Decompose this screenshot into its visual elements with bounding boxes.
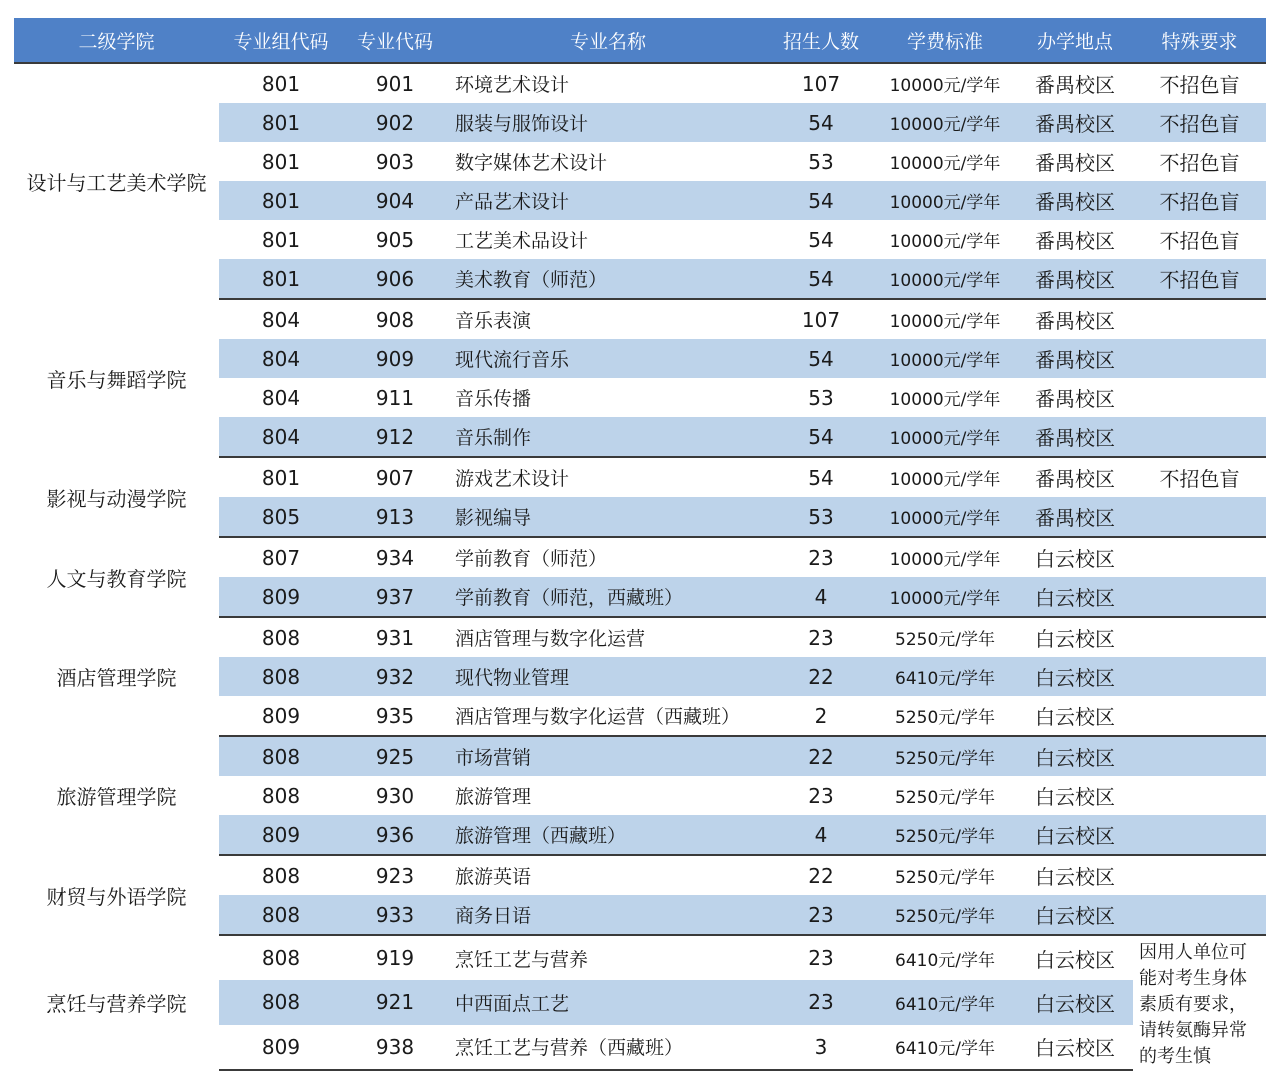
special-requirement-cell <box>1133 895 1266 935</box>
special-requirement-cell: 不招色盲 <box>1159 467 1240 491</box>
campus-cell: 番禺校区 <box>1017 103 1133 142</box>
campus-cell: 白云校区 <box>1035 627 1115 651</box>
major-name-cell: 环境艺术设计 <box>455 74 570 96</box>
group-code-cell: 808 <box>219 736 343 776</box>
campus-cell: 番禺校区 <box>1035 73 1115 97</box>
major-code-cell: 913 <box>343 497 447 537</box>
enrollment-count-cell: 22 <box>769 736 873 776</box>
special-requirement-cell: 不招色盲 <box>1159 73 1240 97</box>
group-code-cell: 804 <box>261 307 301 332</box>
major-name-cell: 现代物业管理 <box>447 657 769 696</box>
college-name-cell: 烹饪与营养学院 <box>14 935 219 1070</box>
major-code-cell: 923 <box>375 863 415 888</box>
enrollment-count-cell: 23 <box>808 545 834 570</box>
major-code-cell: 905 <box>375 227 415 252</box>
tuition-cell: 5250元/学年 <box>895 868 995 888</box>
header-major-code: 专业代码 <box>343 18 447 63</box>
tuition-cell: 5250元/学年 <box>873 815 1017 855</box>
enrollment-table-container <box>14 18 1266 1071</box>
major-name-cell: 市场营销 <box>447 736 769 776</box>
table-row <box>14 299 1266 339</box>
major-code-cell: 903 <box>375 149 415 174</box>
tuition-cell: 10000元/学年 <box>873 577 1017 617</box>
special-requirement-cell <box>1133 815 1266 855</box>
enrollment-count-cell: 23 <box>808 625 834 650</box>
tuition-cell: 10000元/学年 <box>889 232 1001 252</box>
campus-cell: 白云校区 <box>1035 947 1115 972</box>
major-name-cell: 商务日语 <box>447 895 769 935</box>
tuition-cell: 5250元/学年 <box>873 895 1017 935</box>
major-name-cell: 旅游管理（西藏班） <box>447 815 769 855</box>
campus-cell: 番禺校区 <box>1035 467 1115 491</box>
table-row <box>14 935 1266 980</box>
tuition-cell: 5250元/学年 <box>873 696 1017 736</box>
college-name-cell: 酒店管理学院 <box>14 617 219 736</box>
tuition-cell: 10000元/学年 <box>889 550 1001 570</box>
header-major-name: 专业名称 <box>447 18 769 63</box>
major-code-cell: 933 <box>343 895 447 935</box>
major-name-cell: 美术教育（师范） <box>447 259 769 299</box>
tuition-cell: 10000元/学年 <box>889 312 1001 332</box>
group-code-cell: 808 <box>219 895 343 935</box>
enrollment-count-cell: 54 <box>769 339 873 378</box>
major-code-cell: 909 <box>343 339 447 378</box>
major-code-cell: 904 <box>343 181 447 220</box>
group-code-cell: 808 <box>261 783 301 808</box>
enrollment-count-cell: 107 <box>801 307 841 332</box>
major-code-cell: 934 <box>375 545 415 570</box>
tuition-cell: 5250元/学年 <box>873 736 1017 776</box>
group-code-cell: 809 <box>219 577 343 617</box>
major-name-cell: 音乐表演 <box>455 310 532 332</box>
enrollment-count-cell: 53 <box>769 497 873 537</box>
major-code-cell: 908 <box>375 307 415 332</box>
major-code-cell: 919 <box>375 946 415 971</box>
enrollment-count-cell: 22 <box>769 657 873 696</box>
major-name-cell: 数字媒体艺术设计 <box>455 152 608 174</box>
major-name-cell: 学前教育（师范，西藏班） <box>447 577 769 617</box>
tuition-cell: 10000元/学年 <box>873 417 1017 457</box>
major-name-cell: 影视编导 <box>447 497 769 537</box>
major-name-cell: 产品艺术设计 <box>447 181 769 220</box>
header-college: 二级学院 <box>14 18 219 63</box>
campus-cell: 番禺校区 <box>1017 497 1133 537</box>
special-requirement-cell <box>1133 417 1266 457</box>
group-code-cell: 804 <box>219 417 343 457</box>
college-name-cell: 设计与工艺美术学院 <box>14 63 219 299</box>
major-name-cell: 音乐制作 <box>447 417 769 457</box>
major-code-cell: 902 <box>343 103 447 142</box>
campus-cell: 白云校区 <box>1017 696 1133 736</box>
group-code-cell: 808 <box>261 946 301 971</box>
table-row <box>14 617 1266 657</box>
tuition-cell: 6410元/学年 <box>895 950 995 971</box>
campus-cell: 白云校区 <box>1035 865 1115 889</box>
major-code-cell: 901 <box>375 71 415 96</box>
tuition-cell: 6410元/学年 <box>873 980 1017 1024</box>
major-code-cell: 911 <box>375 385 415 410</box>
tuition-cell: 10000元/学年 <box>889 154 1001 174</box>
campus-cell: 白云校区 <box>1017 1025 1133 1070</box>
campus-cell: 白云校区 <box>1017 980 1133 1024</box>
major-name-cell: 烹饪工艺与营养 <box>455 948 589 971</box>
major-name-cell: 中西面点工艺 <box>447 980 769 1024</box>
major-code-cell: 937 <box>343 577 447 617</box>
enrollment-count-cell: 54 <box>769 417 873 457</box>
special-requirement-cell: 不招色盲 <box>1159 151 1240 175</box>
group-code-cell: 804 <box>219 339 343 378</box>
major-code-cell: 936 <box>343 815 447 855</box>
major-code-cell: 930 <box>375 783 415 808</box>
special-requirement-cell: 不招色盲 <box>1133 259 1266 299</box>
tuition-cell: 10000元/学年 <box>873 259 1017 299</box>
major-name-cell: 旅游英语 <box>455 866 532 888</box>
tuition-cell: 10000元/学年 <box>873 339 1017 378</box>
special-requirement-cell <box>1133 776 1266 815</box>
enrollment-count-cell: 107 <box>801 71 841 96</box>
table-row <box>14 855 1266 895</box>
table-row <box>14 63 1266 103</box>
table-body <box>14 63 1266 1070</box>
campus-cell: 番禺校区 <box>1035 387 1115 411</box>
enrollment-count-cell: 53 <box>808 385 834 410</box>
special-requirement-cell <box>1133 299 1266 339</box>
major-code-cell: 932 <box>343 657 447 696</box>
enrollment-count-cell: 54 <box>808 227 834 252</box>
major-code-cell: 931 <box>375 625 415 650</box>
group-code-cell: 808 <box>219 980 343 1024</box>
special-requirement-cell <box>1133 577 1266 617</box>
college-name-cell: 旅游管理学院 <box>14 736 219 855</box>
enrollment-count-cell: 54 <box>769 181 873 220</box>
major-name-cell: 酒店管理与数字化运营 <box>455 628 646 650</box>
group-code-cell: 801 <box>219 181 343 220</box>
group-code-cell: 807 <box>261 545 301 570</box>
campus-cell: 番禺校区 <box>1035 151 1115 175</box>
enrollment-count-cell: 23 <box>769 895 873 935</box>
special-requirement-cell: 不招色盲 <box>1159 229 1240 253</box>
enrollment-count-cell: 2 <box>769 696 873 736</box>
major-code-cell: 906 <box>343 259 447 299</box>
special-requirement-cell <box>1133 736 1266 776</box>
campus-cell: 白云校区 <box>1017 815 1133 855</box>
major-name-cell: 工艺美术品设计 <box>455 230 589 252</box>
tuition-cell: 6410元/学年 <box>873 1025 1017 1070</box>
tuition-cell: 10000元/学年 <box>873 103 1017 142</box>
college-name-cell: 人文与教育学院 <box>14 537 219 617</box>
major-name-cell: 音乐传播 <box>455 388 532 410</box>
header-requirement: 特殊要求 <box>1133 18 1266 63</box>
major-name-cell: 游戏艺术设计 <box>455 468 570 490</box>
tuition-cell: 10000元/学年 <box>889 470 1001 490</box>
major-code-cell: 907 <box>375 465 415 490</box>
group-code-cell: 808 <box>261 625 301 650</box>
group-code-cell: 808 <box>261 863 301 888</box>
header-enrollment: 招生人数 <box>769 18 873 63</box>
special-requirement-cell <box>1133 657 1266 696</box>
major-code-cell: 921 <box>343 980 447 1024</box>
major-name-cell: 酒店管理与数字化运营（西藏班） <box>447 696 769 736</box>
enrollment-count-cell: 23 <box>808 783 834 808</box>
group-code-cell: 805 <box>219 497 343 537</box>
campus-cell: 白云校区 <box>1017 577 1133 617</box>
enrollment-count-cell: 23 <box>808 946 834 971</box>
group-code-cell: 808 <box>219 657 343 696</box>
tuition-cell: 10000元/学年 <box>873 181 1017 220</box>
enrollment-count-cell: 53 <box>808 149 834 174</box>
header-campus: 办学地点 <box>1017 18 1133 63</box>
special-requirement-cell <box>1133 855 1266 895</box>
enrollment-count-cell: 3 <box>769 1025 873 1070</box>
enrollment-count-cell: 54 <box>769 103 873 142</box>
tuition-cell: 10000元/学年 <box>889 76 1001 96</box>
group-code-cell: 801 <box>219 103 343 142</box>
tuition-cell: 10000元/学年 <box>873 497 1017 537</box>
group-code-cell: 801 <box>261 149 301 174</box>
table-row <box>14 736 1266 776</box>
group-code-cell: 809 <box>219 1025 343 1070</box>
group-code-cell: 809 <box>219 696 343 736</box>
header-tuition: 学费标准 <box>873 18 1017 63</box>
campus-cell: 白云校区 <box>1035 547 1115 571</box>
campus-cell: 白云校区 <box>1035 785 1115 809</box>
major-code-cell: 925 <box>343 736 447 776</box>
tuition-cell: 5250元/学年 <box>895 788 995 808</box>
campus-cell: 番禺校区 <box>1017 181 1133 220</box>
campus-cell: 白云校区 <box>1017 736 1133 776</box>
group-code-cell: 809 <box>219 815 343 855</box>
special-requirement-note: 因用人单位可能对考生身体素质有要求，请转氨酶异常的考生慎 <box>1133 935 1266 1070</box>
tuition-cell: 5250元/学年 <box>895 630 995 650</box>
group-code-cell: 801 <box>261 465 301 490</box>
special-requirement-cell <box>1133 617 1266 657</box>
special-requirement-cell <box>1133 537 1266 577</box>
table-row <box>14 457 1266 497</box>
major-name-cell: 烹饪工艺与营养（西藏班） <box>447 1025 769 1070</box>
special-requirement-cell <box>1133 378 1266 417</box>
major-name-cell: 现代流行音乐 <box>447 339 769 378</box>
major-code-cell: 912 <box>343 417 447 457</box>
table-row <box>14 537 1266 577</box>
major-code-cell: 938 <box>343 1025 447 1070</box>
enrollment-count-cell: 54 <box>769 259 873 299</box>
enrollment-count-cell: 4 <box>769 577 873 617</box>
enrollment-count-cell: 4 <box>769 815 873 855</box>
campus-cell: 番禺校区 <box>1035 309 1115 333</box>
college-name-cell: 影视与动漫学院 <box>14 457 219 537</box>
campus-cell: 番禺校区 <box>1017 259 1133 299</box>
campus-cell: 番禺校区 <box>1035 229 1115 253</box>
group-code-cell: 801 <box>261 227 301 252</box>
special-requirement-cell <box>1133 339 1266 378</box>
enrollment-count-cell: 54 <box>808 465 834 490</box>
enrollment-count-cell: 23 <box>769 980 873 1024</box>
group-code-cell: 801 <box>219 259 343 299</box>
major-name-cell: 学前教育（师范） <box>455 548 608 570</box>
major-name-cell: 旅游管理 <box>455 786 532 808</box>
header-group-code: 专业组代码 <box>219 18 343 63</box>
table-header-row <box>14 18 1266 63</box>
campus-cell: 白云校区 <box>1017 895 1133 935</box>
group-code-cell: 801 <box>261 71 301 96</box>
campus-cell: 番禺校区 <box>1017 339 1133 378</box>
campus-cell: 白云校区 <box>1017 657 1133 696</box>
special-requirement-cell: 不招色盲 <box>1133 181 1266 220</box>
college-name-cell: 音乐与舞蹈学院 <box>14 299 219 457</box>
tuition-cell: 10000元/学年 <box>889 390 1001 410</box>
special-requirement-cell <box>1133 696 1266 736</box>
major-name-cell: 服装与服饰设计 <box>447 103 769 142</box>
campus-cell: 番禺校区 <box>1017 417 1133 457</box>
group-code-cell: 804 <box>261 385 301 410</box>
major-code-cell: 935 <box>343 696 447 736</box>
special-requirement-cell <box>1133 497 1266 537</box>
college-name-cell: 财贸与外语学院 <box>14 855 219 935</box>
enrollment-table <box>14 18 1266 1071</box>
tuition-cell: 6410元/学年 <box>873 657 1017 696</box>
enrollment-count-cell: 22 <box>808 863 834 888</box>
special-requirement-cell: 不招色盲 <box>1133 103 1266 142</box>
